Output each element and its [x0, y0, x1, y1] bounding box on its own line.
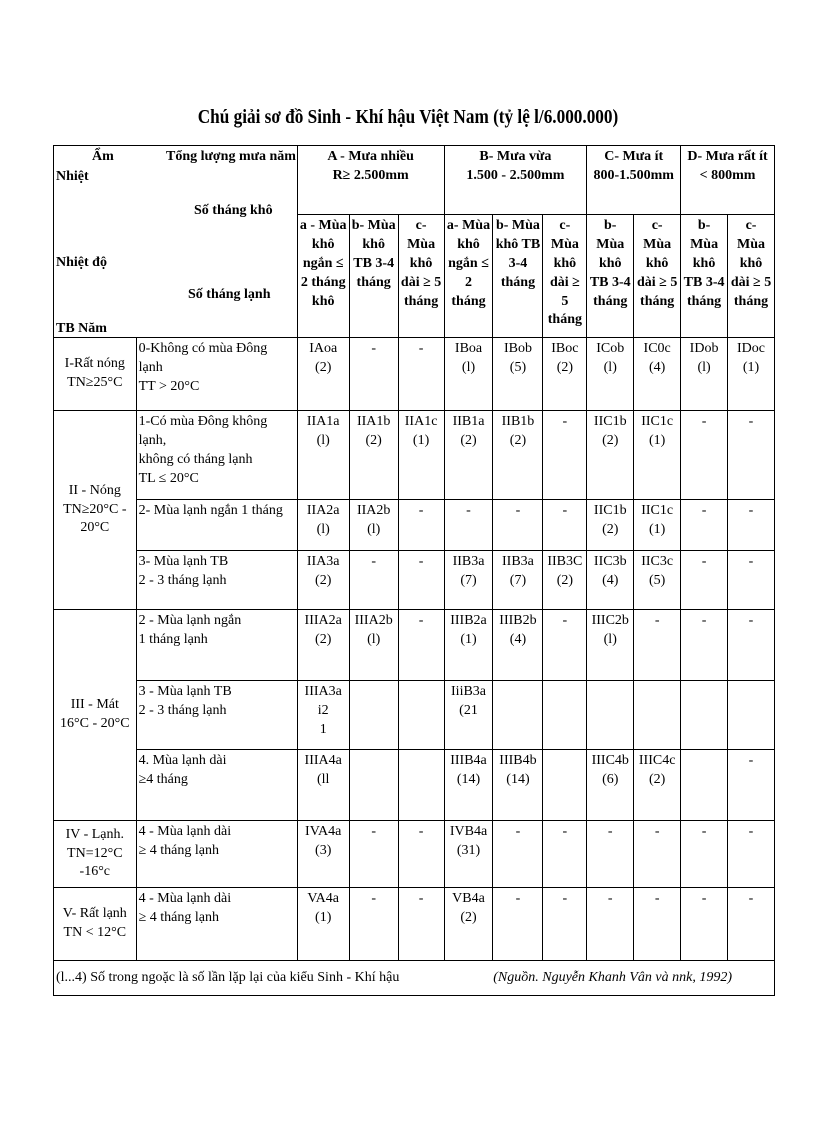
- repeat-count: (1): [412, 432, 430, 448]
- climate-code: IIIB2b: [499, 613, 537, 628]
- climate-code: -: [418, 341, 424, 356]
- climate-code: -: [748, 554, 754, 569]
- corner-nhiet: Nhiệt: [56, 169, 89, 184]
- source-note: (Nguồn. Nguyễn Khanh Vân và nnk, 1992): [493, 969, 732, 985]
- repeat-count: (3): [315, 842, 332, 858]
- description-line: ≥4 tháng: [138, 771, 188, 787]
- zone-name: I-Rất nóng: [64, 356, 125, 372]
- climate-type-cell: [444, 610, 493, 681]
- zone-condition: TN≥20°C - 20°C: [63, 501, 127, 536]
- description-line: TT > 20°C: [138, 378, 200, 394]
- climate-type-cell: [587, 610, 634, 681]
- climate-type-cell: [398, 750, 444, 821]
- description-line: ≥ 4 tháng lạnh: [138, 909, 219, 925]
- table-row: [54, 411, 775, 500]
- climate-type-cell: [493, 610, 543, 681]
- header-row-groups: [54, 146, 775, 215]
- repeat-count: (5): [648, 572, 666, 588]
- footnote: (l...4) Số trong ngoặc là số lần lặp lại của kiểu Sinh - Khí hậu: [56, 969, 400, 985]
- climate-type-cell: [349, 821, 398, 888]
- climate-type-cell: [444, 821, 493, 888]
- repeat-count: (31): [456, 842, 481, 858]
- climate-code: IBoa: [454, 341, 483, 356]
- repeat-count: (4): [509, 631, 527, 647]
- repeat-count: (1): [315, 909, 332, 925]
- climate-code: -: [562, 891, 568, 906]
- climate-type-cell: [543, 888, 587, 961]
- climate-code: -: [562, 613, 568, 628]
- table-row: [54, 551, 775, 610]
- zone-cell-II: [54, 411, 137, 610]
- climate-code: -: [466, 503, 471, 518]
- repeat-count: (1): [460, 631, 477, 647]
- subcol-header: a- Mùa khô ngắn ≤ 2 tháng: [444, 215, 493, 338]
- climate-type-cell: [634, 338, 681, 411]
- repeat-count: (4): [648, 359, 666, 375]
- zone-condition: TN=12°C -16°c: [67, 845, 123, 880]
- climate-type-cell: [728, 500, 775, 551]
- description-line: 3- Mùa lạnh TB: [138, 554, 229, 569]
- group-c-name: C- Mưa ít: [604, 149, 664, 164]
- climate-type-cell: [493, 821, 543, 888]
- description-line: TL ≤ 20°C: [138, 470, 199, 486]
- climate-type-cell: [349, 338, 398, 411]
- group-a-header: [297, 146, 444, 215]
- climate-code: IIC1c: [641, 503, 674, 518]
- climate-type-cell: [297, 610, 349, 681]
- climate-code: VB4a: [452, 891, 485, 906]
- climate-type-cell: [587, 500, 634, 551]
- climate-type-cell: [349, 681, 398, 750]
- climate-type-cell: [543, 411, 587, 500]
- climate-type-cell: [728, 338, 775, 411]
- corner-tb-nam: TB Năm: [56, 321, 107, 336]
- table-row: [54, 338, 775, 411]
- climate-type-cell: [587, 750, 634, 821]
- bioclimate-legend-table: [53, 145, 775, 996]
- climate-type-cell: [634, 750, 681, 821]
- group-b-range: 1.500 - 2.500mm: [466, 167, 565, 183]
- climate-code: -: [562, 824, 568, 839]
- group-d-range: < 800mm: [699, 167, 756, 183]
- climate-type-cell: [634, 610, 681, 681]
- climate-type-cell: [493, 551, 543, 610]
- climate-code: -: [748, 503, 754, 518]
- subcol-header: b- Mùa khô TB 3-4 tháng: [349, 215, 398, 338]
- climate-code: IAoa: [309, 341, 338, 356]
- description-line: không có tháng lạnh: [138, 451, 253, 467]
- climate-code: -: [701, 824, 707, 839]
- subcol-header: c- Mùa khô dài ≥ 5 tháng: [543, 215, 587, 338]
- description-line: 4. Mùa lạnh dài: [138, 753, 227, 768]
- climate-code: -: [701, 613, 707, 628]
- repeat-count: (2): [509, 432, 527, 448]
- climate-type-cell: [349, 500, 398, 551]
- description-line: 2 - Mùa lạnh ngắn: [138, 613, 242, 628]
- repeat-count: (4): [602, 572, 619, 588]
- repeat-count: (7): [509, 572, 527, 588]
- climate-type-cell: [493, 338, 543, 411]
- climate-type-cell: [728, 821, 775, 888]
- description-line: 0-Không có mùa Đông lạnh: [138, 341, 268, 375]
- description-line: 4 - Mùa lạnh dài: [138, 824, 232, 839]
- climate-code: -: [607, 891, 613, 906]
- climate-code: IIIA2b: [354, 613, 393, 628]
- climate-code: IIIC4b: [591, 753, 629, 768]
- repeat-count: (l): [461, 359, 476, 375]
- repeat-count: (ll: [316, 771, 330, 787]
- climate-type-cell: [634, 681, 681, 750]
- repeat-count: 1: [319, 721, 327, 737]
- climate-code: IIIA2a: [304, 613, 342, 628]
- subcol-header: a - Mùa khô ngắn ≤ 2 tháng khô: [297, 215, 349, 338]
- climate-type-cell: [444, 750, 493, 821]
- description-line: ≥ 4 tháng lạnh: [138, 842, 219, 858]
- repeat-count: (6): [602, 771, 619, 787]
- row-description: [136, 551, 297, 610]
- corner-tong-luong: Tổng lượng mưa năm: [166, 149, 296, 164]
- climate-code: -: [418, 554, 424, 569]
- climate-type-cell: [543, 750, 587, 821]
- row-description: [136, 888, 297, 961]
- climate-type-cell: [444, 338, 493, 411]
- climate-type-cell: [728, 888, 775, 961]
- climate-type-cell: [728, 610, 775, 681]
- climate-type-cell: [681, 610, 728, 681]
- climate-code: -: [748, 414, 754, 429]
- climate-code: IIB1a: [452, 414, 485, 429]
- climate-type-cell: [349, 610, 398, 681]
- subcol-header: c- Mùa khô dài ≥ 5 tháng: [634, 215, 681, 338]
- climate-type-cell: [587, 411, 634, 500]
- climate-code: IVA4a: [305, 824, 342, 839]
- climate-type-cell: [444, 681, 493, 750]
- climate-code: -: [607, 824, 613, 839]
- group-b-name: B- Mưa vừa: [479, 149, 552, 164]
- climate-type-cell: [349, 411, 398, 500]
- repeat-count: (l): [697, 359, 711, 375]
- climate-code: IIB3a: [502, 554, 534, 569]
- table-row: [54, 888, 775, 961]
- description-line: 2 - 3 tháng lạnh: [138, 572, 227, 588]
- climate-type-cell: [349, 888, 398, 961]
- description-line: 2- Mùa lạnh ngắn 1 tháng: [138, 503, 283, 518]
- climate-code: IBob (5): [503, 341, 532, 375]
- climate-code: IDob: [689, 341, 719, 356]
- table-row: [54, 610, 775, 681]
- climate-code: IIIB4b: [499, 753, 537, 768]
- climate-type-cell: [297, 821, 349, 888]
- climate-type-cell: [728, 681, 775, 750]
- climate-type-cell: [543, 500, 587, 551]
- climate-code: -: [515, 824, 521, 839]
- footer-row: [54, 961, 775, 996]
- zone-name: II - Nóng: [68, 482, 121, 498]
- climate-type-cell: [297, 338, 349, 411]
- zone-name: V- Rất lạnh: [62, 906, 127, 922]
- climate-type-cell: [634, 500, 681, 551]
- climate-code: -: [654, 891, 660, 906]
- climate-type-cell: [587, 888, 634, 961]
- climate-code: IIC1c: [641, 414, 674, 429]
- climate-type-cell: [493, 411, 543, 500]
- climate-type-cell: [493, 681, 543, 750]
- climate-type-cell: [634, 821, 681, 888]
- group-a-range: R≥ 2.500mm: [332, 167, 409, 183]
- climate-type-cell: [398, 500, 444, 551]
- climate-code: IIA1b: [356, 414, 391, 429]
- climate-code: IIB3a: [452, 554, 485, 569]
- climate-type-cell: [634, 411, 681, 500]
- climate-code: -: [654, 613, 660, 628]
- corner-so-thang-lanh: Số tháng lạnh: [188, 287, 271, 302]
- table-row: [54, 500, 775, 551]
- climate-code: IIC3c: [641, 554, 674, 569]
- climate-code: IIA1a: [306, 414, 340, 429]
- climate-code: VA4a: [307, 891, 340, 906]
- group-a-name: A - Mưa nhiều: [327, 149, 414, 164]
- climate-type-cell: [444, 551, 493, 610]
- climate-code: -: [418, 824, 424, 839]
- climate-code: -: [748, 613, 754, 628]
- climate-code: IIIA3a i2: [304, 684, 342, 718]
- zone-name: IV - Lạnh.: [65, 826, 125, 842]
- repeat-count: (1): [742, 359, 760, 375]
- climate-type-cell: [587, 821, 634, 888]
- climate-type-cell: [349, 551, 398, 610]
- climate-code: IIB3C: [547, 554, 583, 569]
- zone-cell-III: [54, 610, 137, 821]
- climate-code: ICob: [596, 341, 625, 356]
- climate-type-cell: [681, 750, 728, 821]
- climate-code: -: [748, 753, 754, 768]
- description-line: 4 - Mùa lạnh dài: [138, 891, 232, 906]
- climate-type-cell: [297, 411, 349, 500]
- climate-type-cell: [493, 888, 543, 961]
- climate-code: IC0c: [643, 341, 671, 356]
- repeat-count: (2): [365, 432, 382, 448]
- climate-code: -: [701, 414, 707, 429]
- corner-header: [54, 146, 298, 338]
- repeat-count: (7): [460, 572, 477, 588]
- row-description: [136, 750, 297, 821]
- climate-type-cell: [493, 750, 543, 821]
- climate-type-cell: [444, 888, 493, 961]
- repeat-count: (2): [315, 631, 332, 647]
- page-title: Chú giải sơ đồ Sinh - Khí hậu Việt Nam (tỷ lệ l/6.000.000): [197, 106, 619, 128]
- climate-code: IiiB3a: [451, 684, 487, 699]
- row-description: [136, 338, 297, 411]
- climate-code: IIIB4a: [450, 753, 487, 768]
- repeat-count: (14): [456, 771, 481, 787]
- climate-type-cell: [634, 888, 681, 961]
- climate-code: -: [371, 891, 376, 906]
- corner-so-thang-kho: Số tháng khô: [194, 203, 273, 218]
- climate-code: -: [654, 824, 660, 839]
- subcol-header: c- Mùa khô dài ≥ 5 tháng: [398, 215, 444, 338]
- climate-type-cell: [587, 681, 634, 750]
- description-line: 3 - Mùa lạnh TB: [138, 684, 232, 699]
- climate-type-cell: [398, 821, 444, 888]
- climate-code: IIC1b: [593, 503, 627, 518]
- climate-code: -: [748, 891, 754, 906]
- group-d-header: [681, 146, 775, 215]
- climate-type-cell: [587, 338, 634, 411]
- climate-type-cell: [297, 681, 349, 750]
- climate-type-cell: [444, 500, 493, 551]
- climate-type-cell: [543, 551, 587, 610]
- repeat-count: (2): [460, 432, 477, 448]
- row-description: [136, 821, 297, 888]
- climate-code: IIIC4c: [638, 753, 676, 768]
- climate-type-cell: [681, 888, 728, 961]
- climate-type-cell: [681, 338, 728, 411]
- repeat-count: (2): [315, 359, 332, 375]
- climate-type-cell: [297, 500, 349, 551]
- climate-code: -: [562, 503, 568, 518]
- description-line: 2 - 3 tháng lạnh: [138, 702, 227, 718]
- climate-code: IDoc: [737, 341, 765, 356]
- subcol-header: b- Mùa khô TB 3-4 tháng: [493, 215, 543, 338]
- description-line: 1-Có mùa Đông không lạnh,: [138, 414, 268, 448]
- climate-code: -: [418, 613, 424, 628]
- climate-code: -: [515, 503, 521, 518]
- corner-am: Ẩm: [92, 149, 114, 164]
- climate-type-cell: [587, 551, 634, 610]
- climate-code: -: [371, 824, 376, 839]
- climate-code: -: [748, 824, 754, 839]
- climate-code: IIA2b: [356, 503, 391, 518]
- climate-code: IIIA4a: [304, 753, 342, 768]
- table-row: [54, 821, 775, 888]
- repeat-count: (l): [603, 359, 617, 375]
- repeat-count: (2): [602, 432, 619, 448]
- repeat-count: (2): [460, 909, 477, 925]
- climate-type-cell: [681, 551, 728, 610]
- climate-code: -: [371, 341, 376, 356]
- repeat-count: (l): [316, 432, 330, 448]
- climate-type-cell: [398, 338, 444, 411]
- climate-type-cell: [297, 888, 349, 961]
- climate-type-cell: [681, 821, 728, 888]
- climate-code: -: [701, 891, 707, 906]
- climate-code: IIA3a: [306, 554, 340, 569]
- repeat-count: (l): [603, 631, 617, 647]
- climate-type-cell: [543, 610, 587, 681]
- corner-nhiet-do: Nhiệt độ: [56, 255, 107, 270]
- climate-type-cell: [297, 750, 349, 821]
- repeat-count: (l): [367, 631, 381, 647]
- zone-cell-V: [54, 888, 137, 961]
- group-d-name: D- Mưa rất ít: [687, 149, 768, 164]
- table-row: [54, 681, 775, 750]
- repeat-count: (1): [648, 521, 666, 537]
- subcol-header: b- Mùa khô TB 3-4 tháng: [681, 215, 728, 338]
- climate-code: -: [701, 503, 707, 518]
- climate-type-cell: [297, 551, 349, 610]
- subcol-header: b- Mùa khô TB 3-4 tháng: [587, 215, 634, 338]
- climate-type-cell: [444, 411, 493, 500]
- climate-code: -: [701, 554, 707, 569]
- repeat-count: (2): [648, 771, 666, 787]
- repeat-count: (1): [648, 432, 666, 448]
- zone-cell-IV: [54, 821, 137, 888]
- climate-type-cell: [543, 821, 587, 888]
- group-c-range: 800-1.500mm: [593, 167, 674, 183]
- climate-type-cell: [728, 750, 775, 821]
- zone-condition: TN≥25°C: [67, 375, 123, 390]
- climate-code: IVB4a: [449, 824, 488, 839]
- zone-condition: TN < 12°C: [63, 925, 127, 940]
- climate-type-cell: [543, 338, 587, 411]
- climate-type-cell: [493, 500, 543, 551]
- climate-code: -: [371, 554, 376, 569]
- description-line: 1 tháng lạnh: [138, 631, 208, 647]
- zone-name: III - Mát 16°C - 20°C: [60, 697, 130, 731]
- climate-code: -: [562, 414, 568, 429]
- row-description: [136, 411, 297, 500]
- repeat-count: (l): [367, 521, 381, 537]
- climate-type-cell: [681, 500, 728, 551]
- climate-type-cell: [681, 411, 728, 500]
- climate-code: IIC1b: [593, 414, 627, 429]
- climate-type-cell: [398, 551, 444, 610]
- table-row: [54, 750, 775, 821]
- climate-code: IIA2a: [306, 503, 340, 518]
- climate-type-cell: [398, 681, 444, 750]
- climate-code: IIB1b: [501, 414, 535, 429]
- climate-code: IBoc: [551, 341, 579, 356]
- climate-type-cell: [398, 888, 444, 961]
- repeat-count: (2): [602, 521, 619, 537]
- climate-code: IIIC2b: [591, 613, 629, 628]
- climate-type-cell: [728, 551, 775, 610]
- zone-cell-I: [54, 338, 137, 411]
- group-b-header: [444, 146, 587, 215]
- repeat-count: (21: [459, 702, 478, 718]
- repeat-count: (l): [316, 521, 330, 537]
- climate-code: -: [515, 891, 521, 906]
- row-description: [136, 610, 297, 681]
- climate-code: -: [418, 503, 424, 518]
- subcol-header: c- Mùa khô dài ≥ 5 tháng: [728, 215, 775, 338]
- climate-type-cell: [543, 681, 587, 750]
- footer-cell: [54, 961, 775, 996]
- climate-code: IIC3b: [593, 554, 627, 569]
- repeat-count: (14): [506, 771, 530, 787]
- climate-type-cell: [398, 411, 444, 500]
- repeat-count: (2): [556, 359, 574, 375]
- climate-type-cell: [681, 681, 728, 750]
- repeat-count: (2): [315, 572, 332, 588]
- group-c-header: [587, 146, 681, 215]
- climate-code: IIIB2a: [450, 613, 487, 628]
- climate-type-cell: [349, 750, 398, 821]
- climate-code: -: [418, 891, 424, 906]
- climate-type-cell: [398, 610, 444, 681]
- climate-type-cell: [634, 551, 681, 610]
- row-description: [136, 500, 297, 551]
- repeat-count: (2): [556, 572, 574, 588]
- climate-code: IIA1c: [404, 414, 438, 429]
- row-description: [136, 681, 297, 750]
- climate-type-cell: [728, 411, 775, 500]
